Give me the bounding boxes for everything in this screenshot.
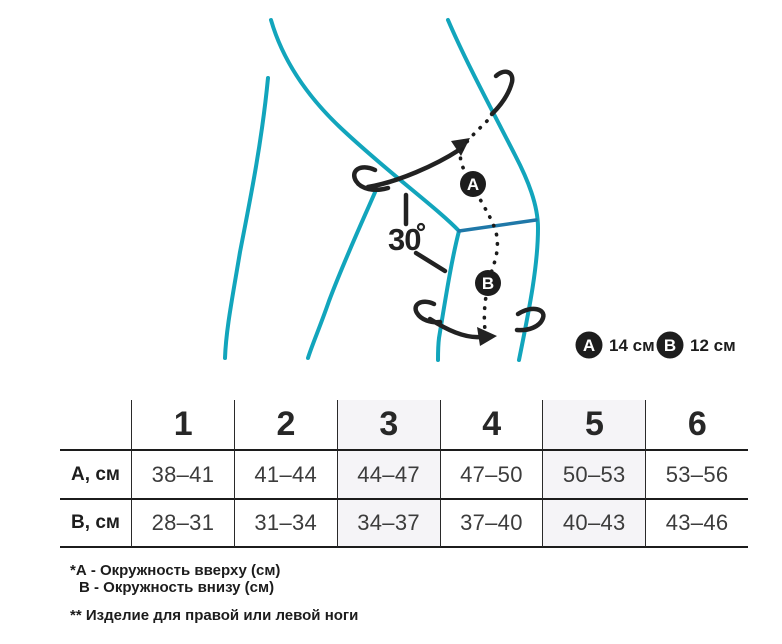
footnotes <box>70 562 358 624</box>
row-a-size-6: 53–56 <box>645 451 748 500</box>
marker-b-label: B <box>481 274 495 293</box>
legend-marker-a-label: A <box>582 336 596 355</box>
footnote-measure-b: В - Окружность внизу (см) <box>79 579 275 596</box>
marker-a-label: A <box>466 175 480 194</box>
size-column-header-6: 6 <box>645 400 748 451</box>
row-b-size-2: 31–34 <box>234 500 337 548</box>
footnote-measure-a: *А - Окружность вверху (см) <box>70 562 281 579</box>
marker-a <box>460 171 486 197</box>
footnote-left-right-leg: ** Изделие для правой или левой ноги <box>70 607 359 624</box>
row-b-size-4: 37–40 <box>440 500 543 548</box>
row-a-label: А, см <box>60 451 131 500</box>
upper-arrow-tail-hook <box>492 72 512 114</box>
row-b-size-1: 28–31 <box>131 500 234 548</box>
size-column-header-2: 2 <box>234 400 337 451</box>
knee-joint-line <box>459 220 536 231</box>
lower-arrowhead <box>477 327 497 346</box>
degree-symbol <box>418 224 424 230</box>
hamstring-line <box>308 190 376 358</box>
row-a-size-3: 44–47 <box>337 451 440 500</box>
hip-line <box>225 78 268 358</box>
row-a-size-1: 38–41 <box>131 451 234 500</box>
row-a-size-4: 47–50 <box>440 451 543 500</box>
row-b-size-3: 34–37 <box>337 500 440 548</box>
shin-line <box>438 231 459 360</box>
measurement-legend <box>576 332 736 359</box>
size-column-header-1: 1 <box>131 400 234 451</box>
angle-annotation <box>388 195 445 271</box>
marker-b <box>475 270 501 296</box>
size-table-corner-cell <box>60 400 131 451</box>
lower-arrow-shaft <box>430 319 480 337</box>
legend-marker-b-label: B <box>663 336 677 355</box>
row-b-size-5: 40–43 <box>542 500 645 548</box>
row-a-size-5: 50–53 <box>542 451 645 500</box>
upper-circumference-arrow <box>354 72 512 190</box>
row-b-size-6: 43–46 <box>645 500 748 548</box>
legend-a-value: 14 см <box>609 336 655 355</box>
size-table <box>60 400 748 548</box>
measurement-dotted-line <box>460 121 497 330</box>
size-column-header-3: 3 <box>337 400 440 451</box>
size-column-header-4: 4 <box>440 400 543 451</box>
legend-b-value: 12 см <box>690 336 736 355</box>
size-column-header-5: 5 <box>542 400 645 451</box>
thigh-back-line <box>271 20 459 231</box>
upper-arrow-shaft <box>368 150 459 187</box>
row-a-size-2: 41–44 <box>234 451 337 500</box>
angle-30-label: 30 <box>388 222 421 257</box>
row-b-label: В, см <box>60 500 131 548</box>
